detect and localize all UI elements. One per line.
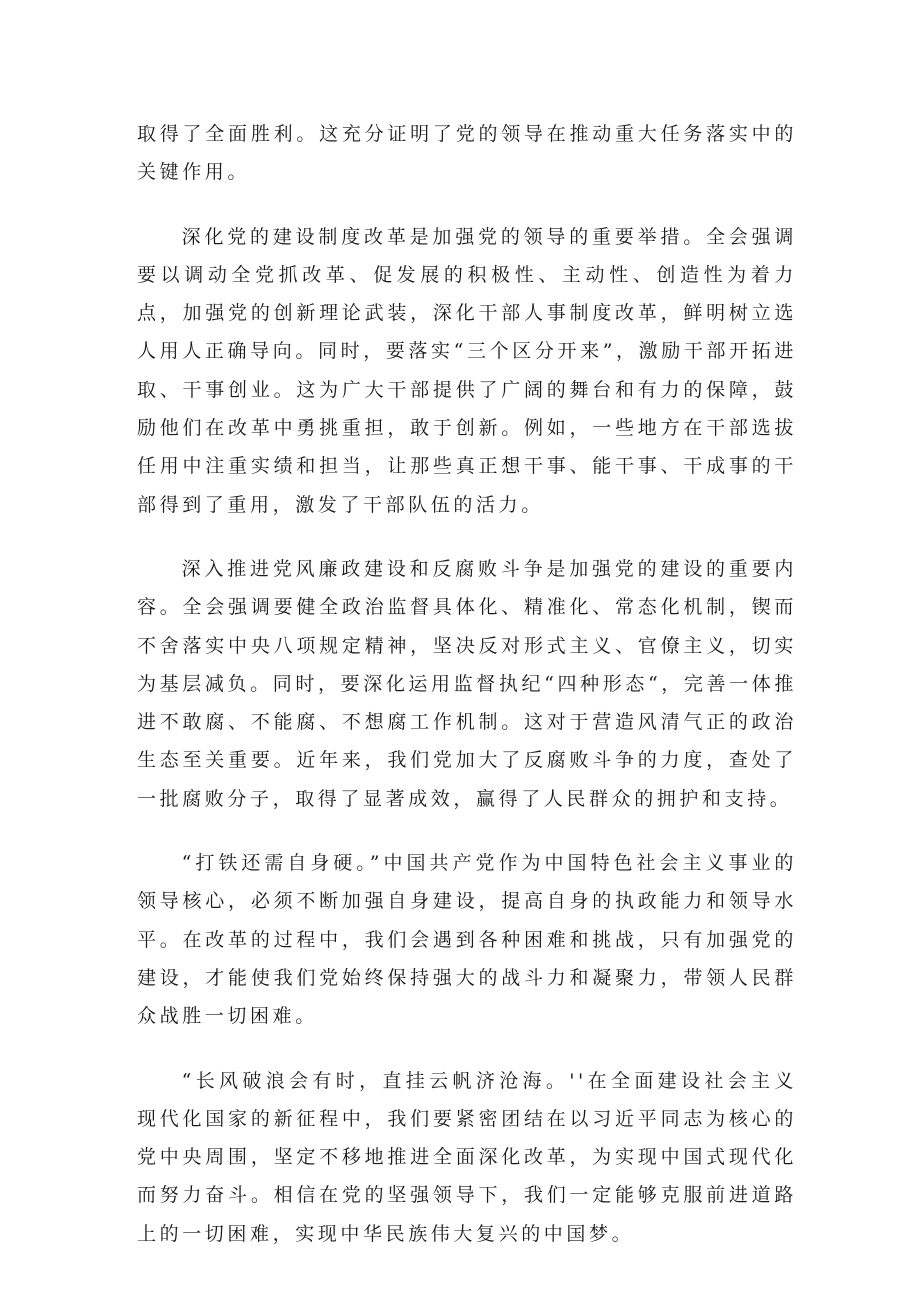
paragraph-self-discipline: “打铁还需自身硬。”中国共产党作为中国特色社会主义事业的领导核心，必须不断加强自身建设，提高自身的执政能力和领导水平。在改革的过程中，我们会遇到各种困难和挑战，只有加强党的建设，才能使我们党始终保持强大的战斗力和凝聚力，带领人民群众战胜一切困难。 [137,852,797,1028]
paragraph-anti-corruption: 深入推进党风廉政建设和反腐败斗争是加强党的建设的重要内容。全会强调要健全政治监督具体化、精准化、常态化机制，锲而不舍落实中央八项规定精神，坚决反对形式主义、官僚主义，切实为基层减负。同时，要深化运用监督执纪“四种形态“，完善一体推进不敢腐、不能腐、不想腐工作机制。这对于营造风清气正的政治生态至关重要。近年来，我们党加大了反腐败斗争的力度，查处了一批腐败分子，取得了显著成效，赢得了人民群众的拥护和支持。 [137,557,797,810]
paragraph-party-building-reform: 深化党的建设制度改革是加强党的领导的重要举措。全会强调要以调动全党抓改革、促发展的积极性、主动性、创造性为着力点，加强党的创新理论武装，深化干部人事制度改革，鲜明树立选人用人正确导向。同时，要落实“三个区分开来”，激励干部开拓进取、干事创业。这为广大干部提供了广阔的舞台和有力的保障，鼓励他们在改革中勇挑重担，敢于创新。例如，一些地方在干部选拔任用中注重实绩和担当，让那些真正想干事、能干事、干成事的干部得到了重用，激发了干部队伍的活力。 [137,225,797,516]
paragraph-continuation: 取得了全面胜利。这充分证明了党的领导在推动重大任务落实中的关键作用。 [137,123,797,184]
paragraph-conclusion: “长风破浪会有时，直挂云帆济沧海。''在全面建设社会主义现代化国家的新征程中，我们要紧密团结在以习近平同志为核心的党中央周围，坚定不移地推进全面深化改革，为实现中国式现代化而努力奋斗。相信在党的坚强领导下，我们一定能够克服前进道路上的一切困难，实现中华民族伟大复兴的中国梦。 [137,1069,797,1245]
document-body [137,115,797,1279]
